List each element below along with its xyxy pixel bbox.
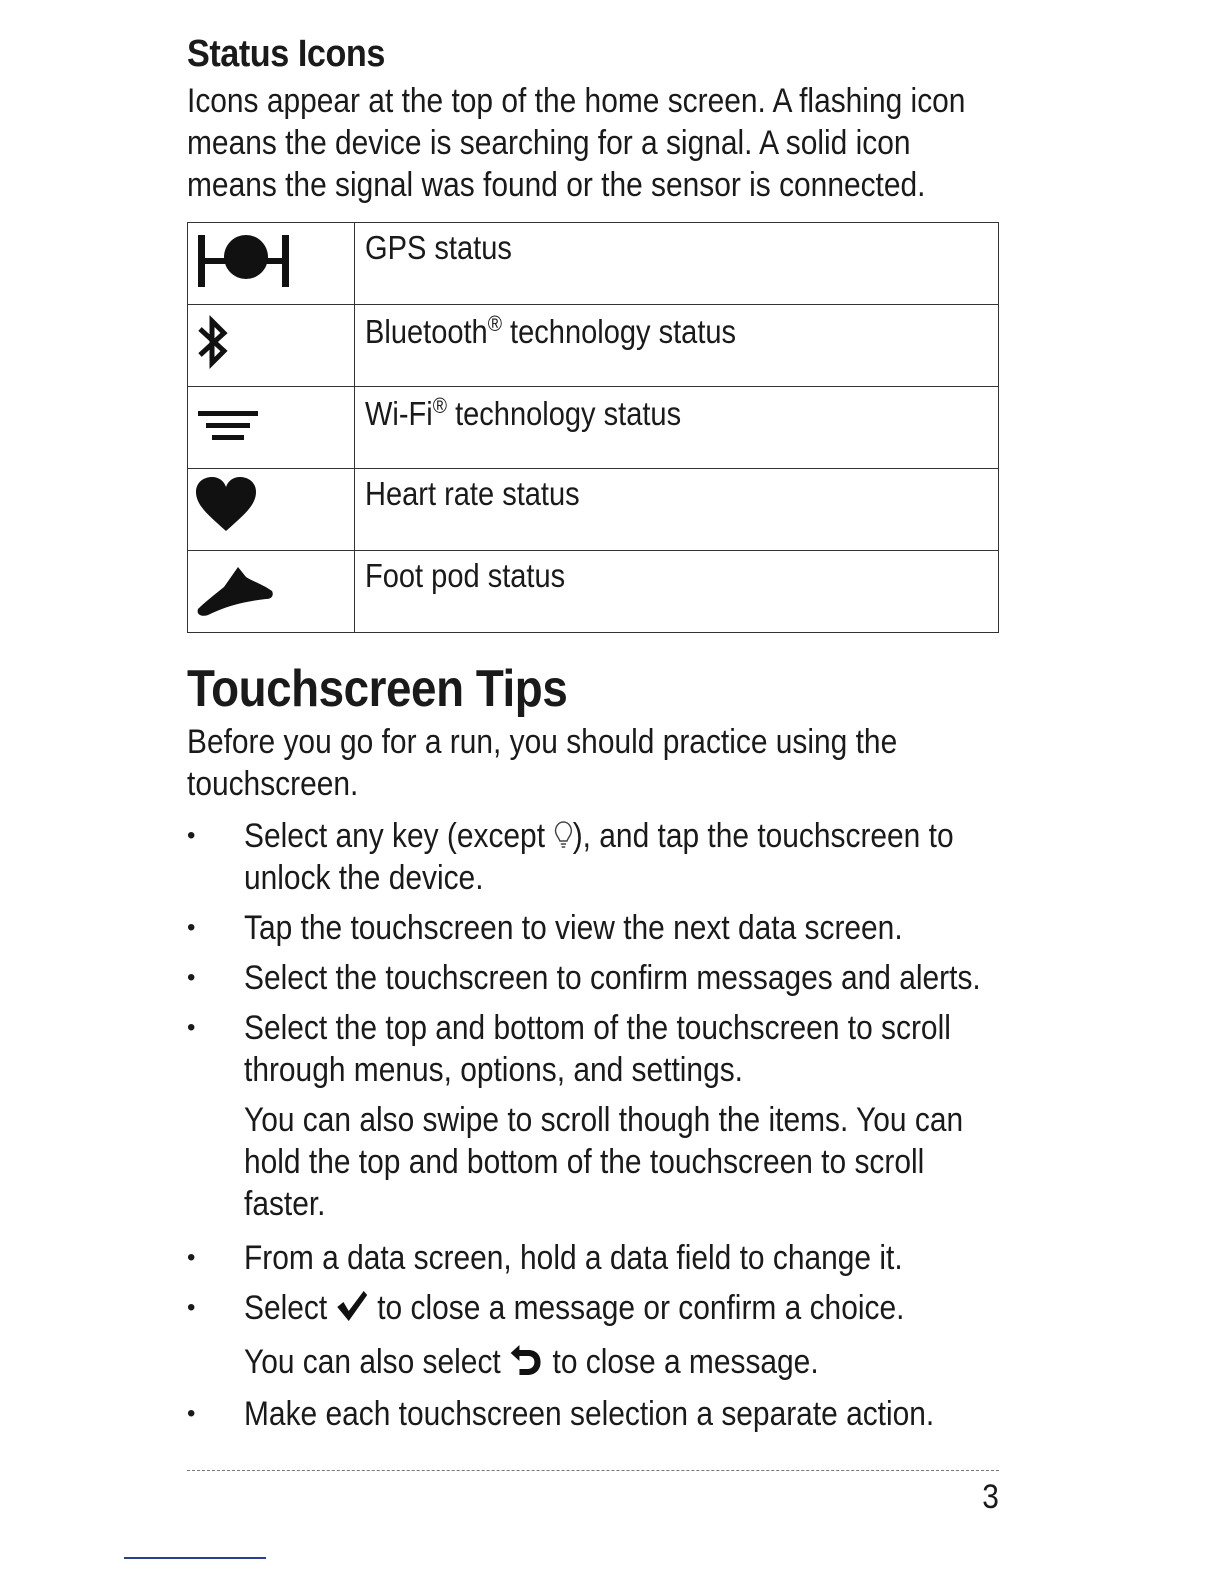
tips-list [187,1237,999,1329]
back-arrow-icon [509,1343,544,1377]
icon-cell [188,223,355,305]
status-description [355,469,999,551]
tip-text: Select any key (except [244,817,554,855]
heart-icon [194,475,258,535]
tip-text: ), and tap the touchscreen to unlock the device. [244,817,954,897]
status-description [355,305,999,387]
list-item [187,815,999,899]
bullet: • [187,1014,196,1041]
bullet: • [187,1294,196,1321]
bluetooth-status-suffix: technology status [501,313,737,350]
status-description [355,551,999,633]
wifi-icon [196,397,266,457]
bottom-edge-line [124,1557,266,1559]
heart-rate-status-label: Heart rate status [365,475,580,512]
registered-mark: ® [432,393,448,418]
table-row [188,387,999,469]
touchscreen-intro: Before you go for a run, you should practice using the touchscreen. [187,723,898,803]
tip-text: Tap the touchscreen to view the next data screen. [244,909,903,947]
table-row [188,223,999,305]
tip-text: From a data screen, hold a data field to change it. [244,1239,903,1277]
bullet: • [187,1400,196,1427]
tip-text: Select the touchscreen to confirm messages and alerts. [244,959,981,997]
bluetooth-status-label: Bluetooth [365,313,488,350]
tips-list [187,815,999,1091]
icon-cell [188,551,355,633]
table-row [188,305,999,387]
tip-text: Select [244,1289,336,1327]
table-row [188,551,999,633]
gps-satellite-icon [194,229,294,299]
lightbulb-key-icon [553,819,572,851]
bluetooth-icon [194,313,234,373]
list-item [187,1287,999,1329]
list-item [187,1237,999,1279]
status-icons-heading: Status Icons [187,33,385,75]
wifi-status-suffix: technology status [447,395,682,432]
icon-cell [188,305,355,387]
wifi-status-label: Wi-Fi [365,395,433,432]
icon-cell [188,387,355,469]
status-icons-intro: Icons appear at the top of the home screen. A flashing icon means the device is searching for a signal. A solid icon means the signal was found or the sensor is connected. [187,82,966,204]
bullet: • [187,1244,196,1271]
table-row [188,469,999,551]
status-description [355,387,999,469]
tip-note [244,1341,1001,1383]
list-item [187,1007,999,1091]
registered-mark: ® [487,311,502,336]
status-description [355,223,999,305]
foot-pod-status-label: Foot pod status [365,557,566,594]
gps-status-label: GPS status [365,229,512,266]
bullet: • [187,964,196,991]
tip-note: You can also swipe to scroll though the items. You can hold the top and bottom of the touchscreen to scroll faster. [244,1101,964,1223]
manual-page [187,30,999,1443]
foot-pod-shoe-icon [194,559,278,619]
status-icons-table [187,222,999,633]
tip-text: Make each touchscreen selection a separate action. [244,1395,935,1433]
tip-text: to close a message or confirm a choice. [368,1289,905,1327]
tip-note-text: to close a message. [544,1343,819,1381]
list-item [187,957,999,999]
bullet: • [187,914,196,941]
checkmark-icon [335,1289,368,1323]
tips-list [187,1393,999,1435]
tip-note-text: You can also select [244,1343,510,1381]
page-number: 3 [982,1478,999,1516]
icon-cell [188,469,355,551]
list-item [187,1393,999,1435]
touchscreen-tips-heading: Touchscreen Tips [187,660,568,718]
footer-divider [187,1470,999,1471]
tip-text: Select the top and bottom of the touchscreen to scroll through menus, options, and settings. [244,1009,951,1089]
list-item [187,907,999,949]
bullet: • [187,822,196,849]
